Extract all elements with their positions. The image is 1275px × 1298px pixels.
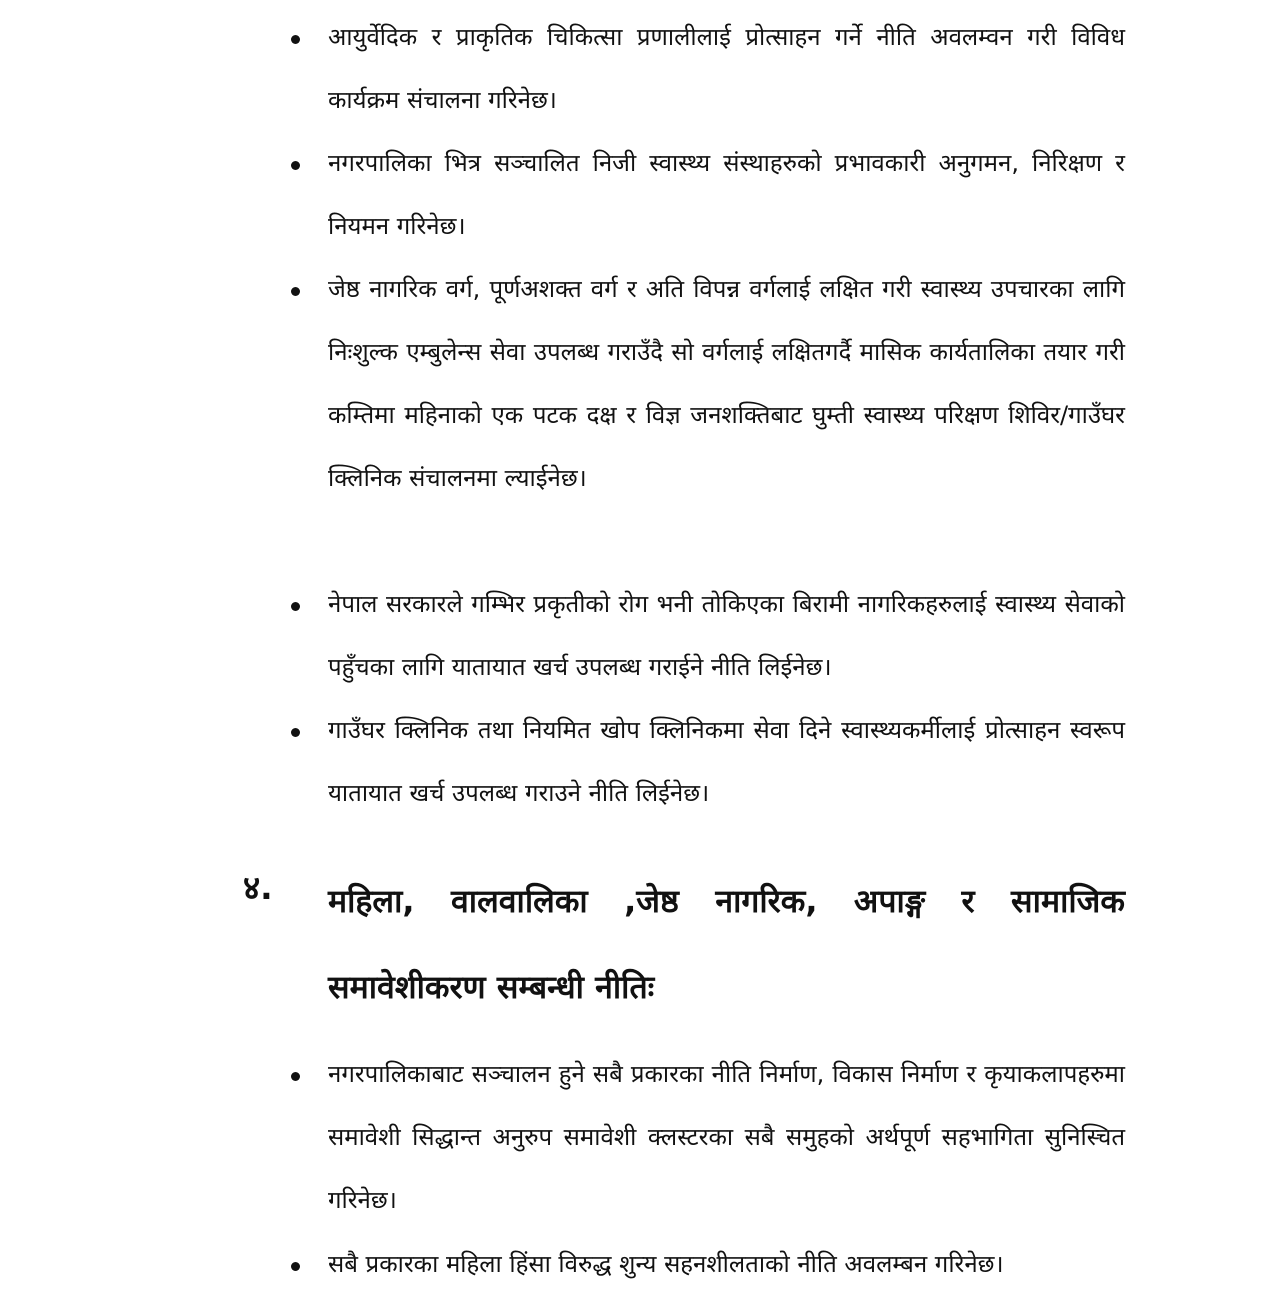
section-number: ४. xyxy=(243,868,273,907)
bullet-icon xyxy=(291,161,300,170)
list-item-text: आयुर्वेदिक र प्राकृतिक चिकित्सा प्रणालीलाई प्रोत्साहन गर्ने नीति अवलम्वन गरी विविध कार्यक्रम संचालना गरिनेछ। xyxy=(328,23,1125,114)
bullet-icon xyxy=(291,35,300,44)
bullet-icon xyxy=(291,728,300,737)
bullet-icon xyxy=(291,1072,300,1081)
list-item-text: नगरपालिकाबाट सञ्चालन हुने सबै प्रकारका नीति निर्माण, विकास निर्माण र कृयाकलापहरुमा समावेशी सिद्धान्त अनुरुप समावेशी क्लस्टरका सबै समुहको अर्थपूर्ण सहभागिता सुनिस्चित गरिनेछ। xyxy=(328,1060,1125,1214)
list-item-text: जेष्ठ नागरिक वर्ग, पूर्णअशक्त वर्ग र अति विपन्न वर्गलाई लक्षित गरी स्वास्थ्य उपचारका लागि निःशुल्क एम्बुलेन्स सेवा उपलब्ध गराउँदै सो वर्गलाई लक्षितगर्दै मासिक कार्यतालिका तयार गरी कम्तिमा महिनाको एक पटक दक्ष र विज्ञ जनशक्तिबाट घुम्ती स्वास्थ्य परिक्षण शिविर/गाउँघर क्लिनिक संचालनमा ल्याईनेछ। xyxy=(328,275,1125,492)
list-item-text: गाउँघर क्लिनिक तथा नियमित खोप क्लिनिकमा सेवा दिने स्वास्थ्यकर्मीलाई प्रोत्साहन स्वरूप यातायात खर्च उपलब्ध गराउने नीति लिईनेछ। xyxy=(328,716,1125,807)
bullet-icon xyxy=(291,1262,300,1271)
bullet-icon xyxy=(291,287,300,296)
bullet-icon xyxy=(291,602,300,611)
list-item-text: सबै प्रकारका महिला हिंसा विरुद्ध शुन्य सहनशीलताको नीति अवलम्बन गरिनेछ। xyxy=(328,1250,1004,1278)
section-title: महिला, वालवालिका ,जेष्ठ नागरिक, अपाङ्ग र सामाजिक समावेशीकरण सम्बन्धी नीतिः xyxy=(328,882,1125,1006)
list-item-text: नगरपालिका भित्र सञ्चालित निजी स्वास्थ्य संस्थाहरुको प्रभावकारी अनुगमन, निरिक्षण र नियमन गरिनेछ। xyxy=(328,149,1125,240)
list-item-text: नेपाल सरकारले गम्भिर प्रकृतीको रोग भनी तोकिएका बिरामी नागरिकहरुलाई स्वास्थ्य सेवाको पहुँचका लागि यातायात खर्च उपलब्ध गराईने नीति लिईनेछ। xyxy=(328,590,1125,681)
